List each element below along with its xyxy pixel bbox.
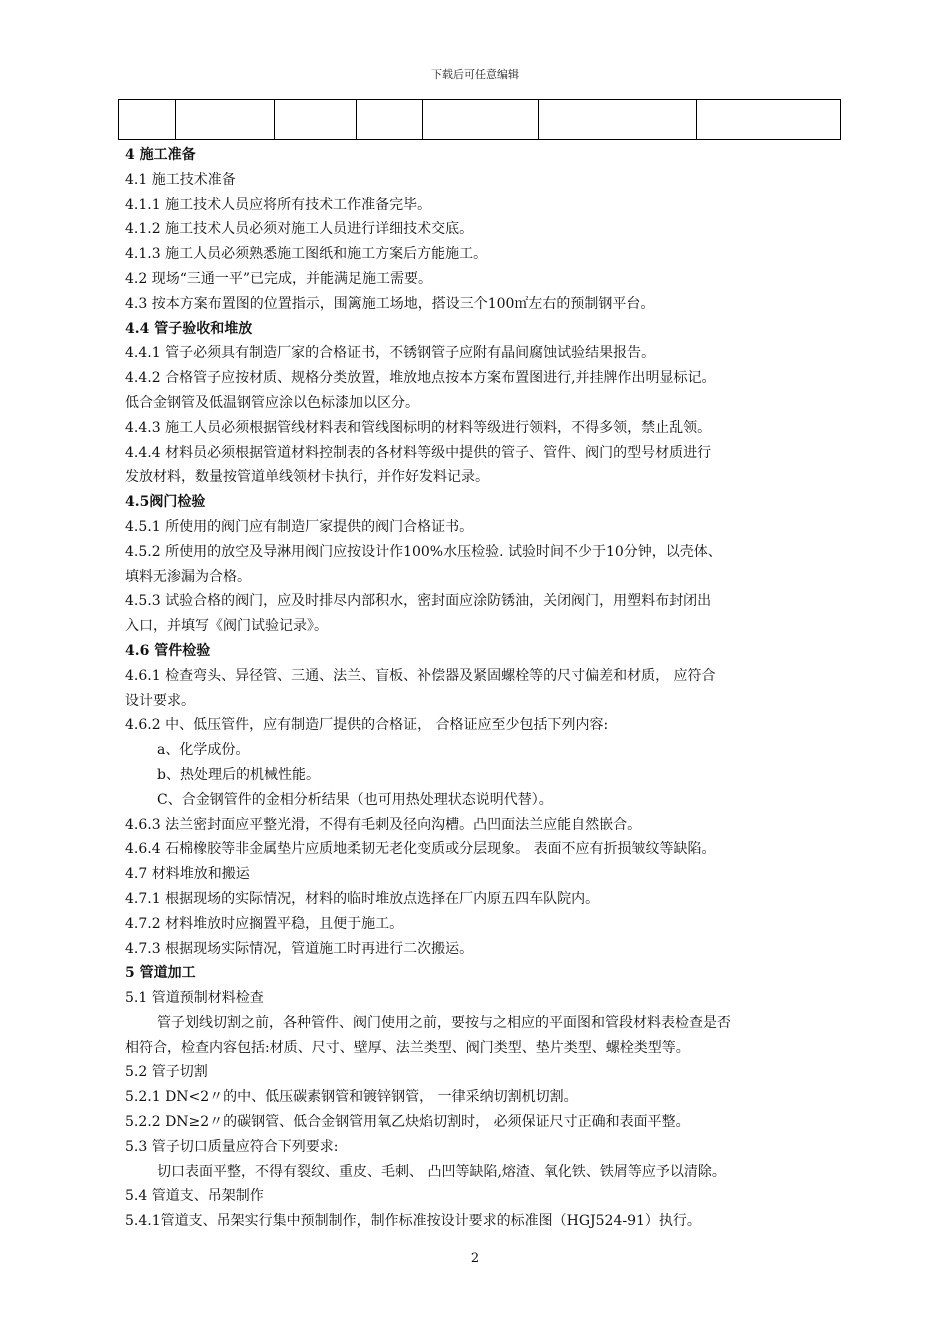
- text-line: 低合金钢管及低温钢管应涂以色标漆加以区分。: [125, 394, 419, 411]
- text-line: 4.5.1 所使用的阀门应有制造厂家提供的阀门合格证书。: [125, 518, 474, 535]
- text-line: 5.4 管道支、吊架制作: [125, 1188, 264, 1205]
- text-line: 5.3 管子切口质量应符合下列要求:: [125, 1138, 339, 1155]
- text-line: 5.1 管道预制材料检查: [125, 990, 264, 1007]
- text-line: 4.6.1 检查弯头、异径管、三通、法兰、盲板、补偿器及紧固螺栓等的尺寸偏差和材质， 应符合: [125, 667, 716, 684]
- text-line: 入口，并填写《阀门试验记录》。: [125, 618, 328, 635]
- text-line: 管子划线切割之前，各种管件、阀门使用之前，要按与之相应的平面图和管段材料表检查是否: [157, 1014, 731, 1031]
- text-line: 5.2.1 DN<2〃的中、低压碳素钢管和镀锌钢管， 一律采纳切割机切割。: [125, 1089, 578, 1106]
- text-line: 4.1.1 施工技术人员应将所有技术工作准备完毕。: [125, 196, 432, 213]
- text-line: 4.1.2 施工技术人员必须对施工人员进行详细技术交底。: [125, 221, 474, 238]
- text-line: 4.4.1 管子必须具有制造厂家的合格证书，不锈钢管子应附有晶间腐蚀试验结果报告。: [125, 345, 656, 362]
- page-header: 下载后可任意编辑: [431, 68, 519, 81]
- text-line: 4.1.3 施工人员必须熟悉施工图纸和施工方案后方能施工。: [125, 246, 488, 263]
- text-line: 4.2 现场“三通一平”已完成，并能满足施工需要。: [125, 270, 433, 287]
- text-line: 4.4.2 合格管子应按材质、规格分类放置，堆放地点按本方案布置图进行,并挂牌作出明显标记。: [125, 370, 716, 387]
- text-line: 5.2.2 DN≥2〃的碳钢管、低合金钢管用氧乙炔焰切割时， 必须保证尺寸正确和表面平整。: [125, 1114, 690, 1131]
- text-line: 5.2 管子切割: [125, 1064, 208, 1081]
- text-line: 4.3 按本方案布置图的位置指示，围篱施工场地，搭设三个100㎡左右的预制钢平台。: [125, 295, 655, 312]
- text-line: 填料无渗漏为合格。: [125, 568, 251, 585]
- table-cell: [176, 100, 275, 140]
- text-line: 相符合，检查内容包括:材质、尺寸、壁厚、法兰类型、阀门类型、垫片类型、螺栓类型等。: [125, 1039, 690, 1056]
- table-cell: [357, 100, 423, 140]
- text-line: 4.6.4 石棉橡胶等非金属垫片应质地柔韧无老化变质或分层现象。 表面不应有折损皱纹等缺陷。: [125, 841, 716, 858]
- table-cell: [539, 100, 697, 140]
- table-cell: [697, 100, 841, 140]
- section-heading: 5 管道加工: [125, 965, 196, 982]
- text-line: 4.5.2 所使用的放空及导淋用阀门应按设计作100%水压检验. 试验时间不少于10分钟，以壳体、: [125, 543, 722, 560]
- section-heading: 4.6 管件检验: [125, 642, 211, 659]
- table-cell: [423, 100, 539, 140]
- text-line: 4.6.3 法兰密封面应平整光滑，不得有毛刺及径向沟槽。凸凹面法兰应能自然嵌合。: [125, 816, 642, 833]
- text-line: 4.6.2 中、低压管件，应有制造厂提供的合格证， 合格证应至少包括下列内容:: [125, 717, 609, 734]
- table-cell: [275, 100, 357, 140]
- text-line: 4.7.3 根据现场实际情况，管道施工时再进行二次搬运。: [125, 940, 474, 957]
- document-body: [125, 143, 847, 1234]
- section-heading: 4 施工准备: [125, 147, 196, 163]
- text-line: 4.7 材料堆放和搬运: [125, 866, 250, 883]
- text-line: 4.4.3 施工人员必须根据管线材料表和管线图标明的材料等级进行领料，不得多领，禁止乱领。: [125, 419, 712, 436]
- text-line: C、合金钢管件的金相分析结果（也可用热处理状态说明代替）。: [157, 791, 553, 808]
- text-line: 4.4.4 材料员必须根据管道材料控制表的各材料等级中提供的管子、管件、阀门的型号材质进行: [125, 444, 712, 461]
- text-line: 5.4.1管道支、吊架实行集中预制制作，制作标准按设计要求的标准图（HGJ524-91）执行。: [125, 1213, 701, 1230]
- section-heading: 4.5阀门检验: [125, 494, 206, 511]
- text-line: 切口表面平整，不得有裂纹、重皮、毛刺、 凸凹等缺陷,熔渣、氧化铁、铁屑等应予以清除。: [157, 1163, 726, 1180]
- text-line: 4.7.1 根据现场的实际情况，材料的临时堆放点选择在厂内原五四车队院内。: [125, 890, 600, 907]
- table-cell: [119, 100, 176, 140]
- text-line: 4.7.2 材料堆放时应搁置平稳，且便于施工。: [125, 915, 404, 932]
- text-line: 4.5.3 试验合格的阀门，应及时排尽内部积水，密封面应涂防锈油，关闭阀门，用塑料布封闭出: [125, 593, 712, 610]
- page-number: 2: [470, 1251, 480, 1266]
- section-heading: 4.4 管子验收和堆放: [125, 320, 253, 337]
- text-line: 设计要求。: [125, 692, 195, 709]
- text-line: 4.1 施工技术准备: [125, 171, 236, 188]
- text-line: a、化学成份。: [157, 742, 250, 759]
- text-line: b、热处理后的机械性能。: [157, 766, 320, 783]
- text-line: 发放材料，数量按管道单线领材卡执行，并作好发料记录。: [125, 469, 489, 486]
- empty-table-row: [118, 99, 841, 140]
